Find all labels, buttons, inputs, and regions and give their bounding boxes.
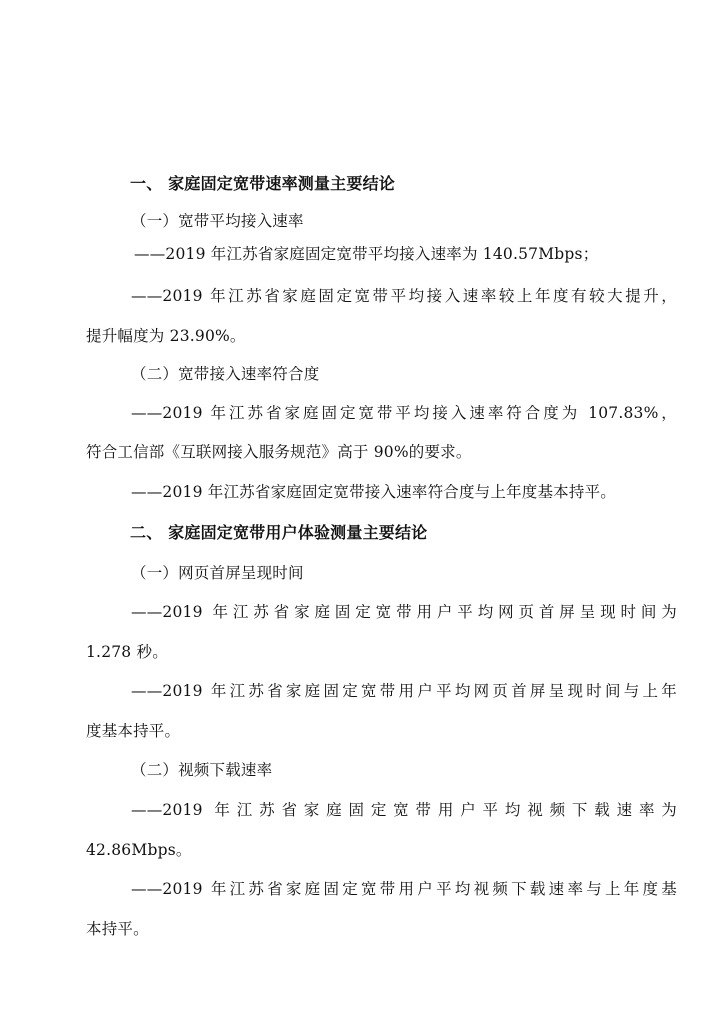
paragraph-2-1-1-line-1: ——2019 年江苏省家庭固定宽带用户平均网页首屏呈现时间为	[131, 603, 677, 621]
section-2-heading: 二、 家庭固定宽带用户体验测量主要结论	[130, 523, 428, 542]
subsection-2-1-heading: （一）网页首屏呈现时间	[131, 564, 304, 582]
subsection-1-1-heading: （一）宽带平均接入速率	[131, 212, 304, 230]
paragraph-1-1-1-line-1: ——2019 年江苏省家庭固定宽带平均接入速率为 140.57Mbps；	[134, 245, 599, 263]
paragraph-2-2-1-line-1: ——2019 年江苏省家庭固定宽带用户平均视频下载速率为	[131, 801, 677, 819]
paragraph-2-2-2-line-1: ——2019 年江苏省家庭固定宽带用户平均视频下载速率与上年度基	[131, 880, 677, 898]
subsection-2-2-heading: （二）视频下载速率	[131, 761, 273, 779]
paragraph-1-1-2-line-2: 提升幅度为 23.90%。	[86, 327, 246, 345]
paragraph-1-2-1-line-2: 符合工信部《互联网接入服务规范》高于 90%的要求。	[86, 443, 472, 461]
paragraph-2-1-2-line-2: 度基本持平。	[86, 722, 181, 740]
paragraph-1-2-2-line-1: ——2019 年江苏省家庭固定宽带接入速率符合度与上年度基本持平。	[131, 483, 616, 501]
paragraph-2-2-2-line-2: 本持平。	[86, 920, 149, 938]
paragraph-2-1-2-line-1: ——2019 年江苏省家庭固定宽带用户平均网页首屏呈现时间与上年	[131, 682, 677, 700]
paragraph-1-2-1-line-1: ——2019 年江苏省家庭固定宽带平均接入速率符合度为 107.83%，	[131, 404, 677, 422]
subsection-1-2-heading: （二）宽带接入速率符合度	[131, 365, 320, 383]
paragraph-1-1-2-line-1: ——2019 年江苏省家庭固定宽带平均接入速率较上年度有较大提升，	[131, 287, 677, 305]
paragraph-2-1-1-line-2: 1.278 秒。	[86, 643, 168, 661]
section-1-heading: 一、 家庭固定宽带速率测量主要结论	[130, 174, 395, 193]
paragraph-2-2-1-line-2: 42.86Mbps。	[86, 841, 192, 859]
